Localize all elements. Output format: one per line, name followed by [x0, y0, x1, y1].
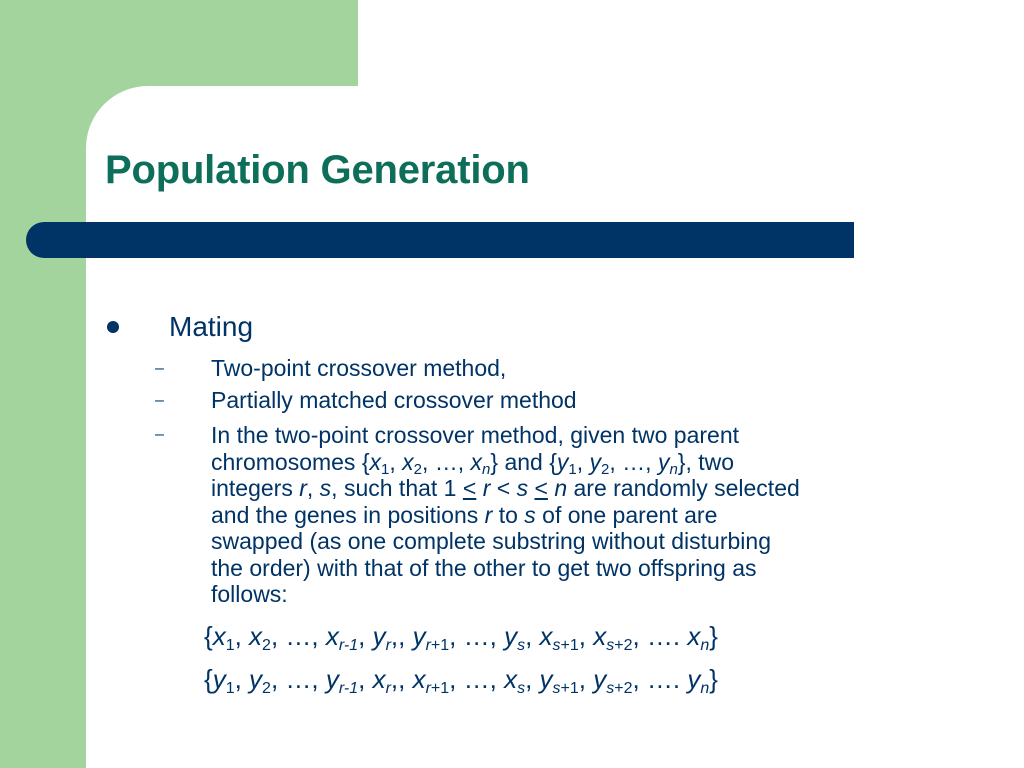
dash-icon: – — [155, 426, 164, 443]
offspring-formula-1: {$x_1$, $x_2$, …, $x_{r-1}$, $y_r$,, $y_{r+1}$, …, $y_s$, $x_{s+1}$, $x_{s+2}$, …. $x_n$} — [204, 621, 718, 654]
paragraph-line: In the two-point crossover method, given two parent — [211, 422, 740, 448]
paragraph-line: swapped (as one complete substring without disturbing — [211, 528, 771, 554]
bullet-dot-icon — [107, 321, 119, 333]
bullet-label: Mating — [169, 311, 254, 342]
dash-icon: – — [155, 392, 164, 409]
slide-title: Population Generation — [105, 148, 530, 192]
paragraph-line: chromosomes {$x_1$, $x_2$, …, $x_n$} and {$y_1$, $y_2$, …, $y_n$}, two — [211, 448, 735, 478]
sub-item-text: Partially matched crossover method — [211, 387, 577, 413]
paragraph-line: follows: — [211, 581, 288, 607]
paragraph-line: the order) with that of the other to get two offspring as — [211, 554, 757, 581]
crossover-description — [155, 422, 800, 608]
dash-icon: – — [155, 360, 164, 377]
title-underline-bar — [26, 222, 854, 258]
paragraph-line: and the genes in positions r to s of one parent are — [211, 501, 718, 528]
offspring-formula-2: {$y_1$, $y_2$, …, $y_{r-1}$, $x_r$,, $x_{r+1}$, …, $x_s$, $y_{s+1}$, $y_{s+2}$, …. $y_n$} — [204, 664, 718, 697]
sub-item-text: Two-point crossover method, — [211, 355, 507, 381]
paragraph-line: integers r, s, such that 1 < r < s < n are randomly selected — [211, 475, 800, 501]
